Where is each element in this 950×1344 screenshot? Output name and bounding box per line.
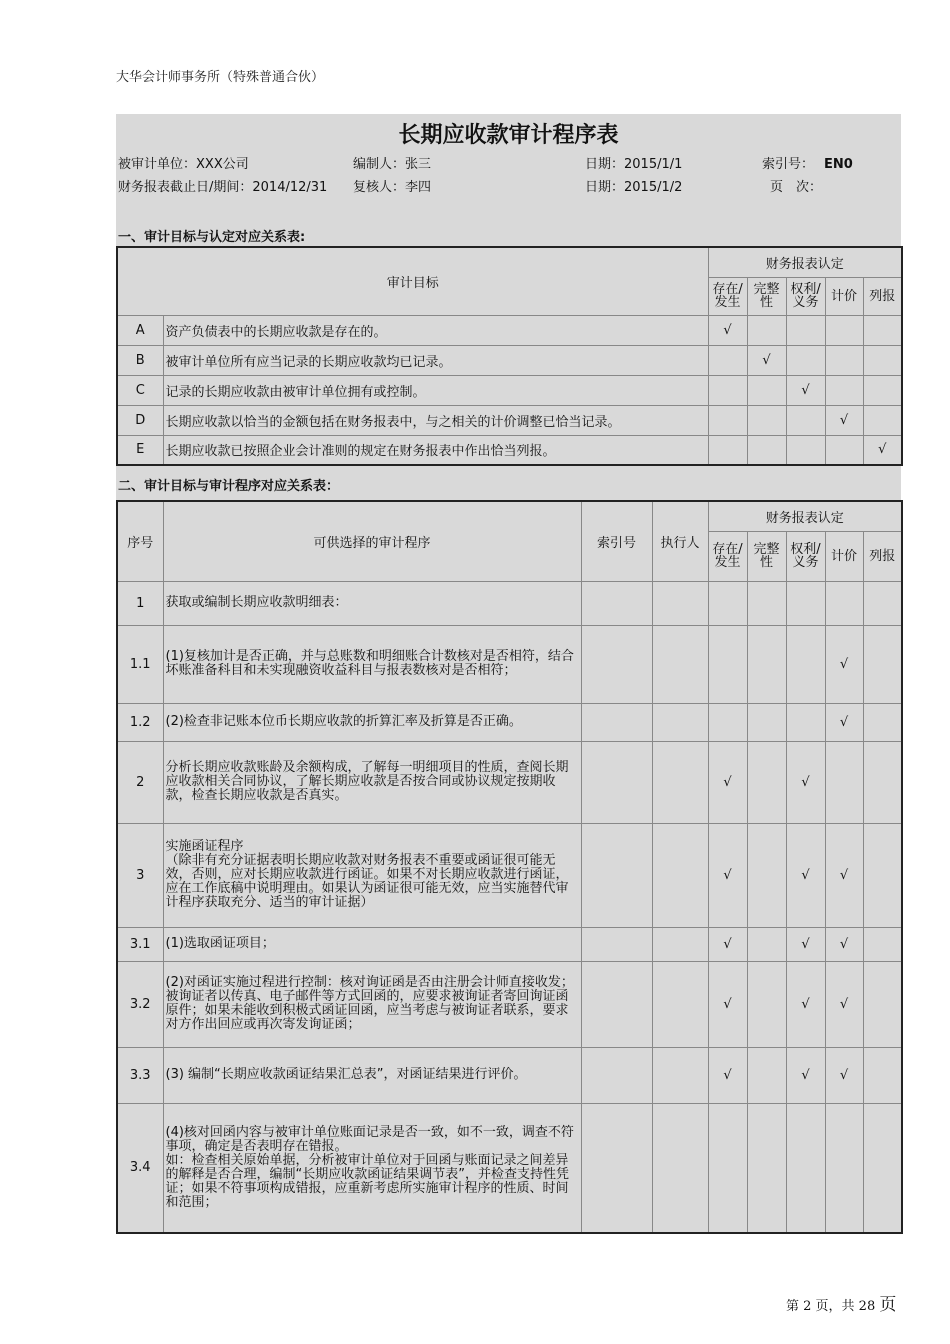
col-header-index: 索引号 [581,501,652,581]
table-row [117,741,902,823]
check-mark: √ [708,961,747,1047]
check-mark: √ [708,1047,747,1103]
procedure-index-cell [581,625,652,703]
table-row [117,703,902,741]
check-mark [747,927,786,961]
procedure-text: (2)检查非记账本位币长期应收款的折算汇率及折算是否正确。 [163,703,581,741]
table-row [117,625,902,703]
check-mark [747,961,786,1047]
check-mark [863,315,902,345]
procedure-index-cell [581,927,652,961]
check-mark [747,1047,786,1103]
procedure-executor-cell [652,581,708,625]
procedure-index-cell [581,961,652,1047]
check-mark [747,581,786,625]
procedure-index-cell [581,741,652,823]
procedure-text: (1)复核加计是否正确，并与总账数和明细账合计数核对是否相符，结合坏账准备科目和未实现融资收益科目与报表数核对是否相符； [163,625,581,703]
index-field: 索引号： EN0 [762,157,853,172]
check-mark [786,581,825,625]
check-mark: √ [786,375,825,405]
check-mark [825,375,863,405]
check-mark: √ [708,927,747,961]
procedure-text: (2)对函证实施过程进行控制：核对询证函是否由注册会计师直接收发；被询证者以传真、电子邮件等方式回函的，应要求被询证者寄回询证函原件；如果未能收到积极式函证回函，应当考虑与被询证者联系，要求对方作出回应或再次寄发询证函； [163,961,581,1047]
check-mark [708,405,747,435]
assertion-presentation: 列报 [863,277,902,315]
procedure-index-cell [581,1047,652,1103]
check-mark [747,703,786,741]
check-mark [708,345,747,375]
check-mark: √ [786,927,825,961]
check-mark [747,625,786,703]
table-row [117,375,902,405]
assertion-header: 财务报表认定 [708,247,902,277]
procedure-executor-cell [652,741,708,823]
table-row [117,581,902,625]
check-mark [863,961,902,1047]
check-mark [747,435,786,465]
procedure-executor-cell [652,703,708,741]
check-mark [825,581,863,625]
table-row [117,315,902,345]
procedure-text: 实施函证程序 （除非有充分证据表明长期应收款对财务报表不重要或函证很可能无效，否则，应对长期应收款进行函证。如果不对长期应收款进行函证，应在工作底稿中说明理由。如果认为函证很可能无效，应当实施替代审计程序获取充分、适当的审计证据） [163,823,581,927]
procedure-index-cell [581,703,652,741]
section1-title: 一、审计目标与认定对应关系表: [118,230,306,245]
table-row [117,405,902,435]
check-mark [747,315,786,345]
check-mark [708,1103,747,1233]
check-mark: √ [786,823,825,927]
check-mark: √ [825,703,863,741]
procedure-assertion-table [116,500,903,1234]
objective-text: 长期应收款已按照企业会计准则的规定在财务报表中作出恰当列报。 [163,435,708,465]
check-mark [786,625,825,703]
check-mark: √ [825,927,863,961]
check-mark [747,1103,786,1233]
col-header-procedure: 可供选择的审计程序 [163,501,581,581]
check-mark [708,375,747,405]
check-mark [747,405,786,435]
procedure-no: 3.1 [117,927,163,961]
procedure-executor-cell [652,823,708,927]
check-mark [786,435,825,465]
check-mark [747,823,786,927]
objective-text: 资产负债表中的长期应收款是存在的。 [163,315,708,345]
check-mark: √ [825,1047,863,1103]
check-mark [786,345,825,375]
procedure-no: 3.3 [117,1047,163,1103]
objective-text: 长期应收款以恰当的金额包括在财务报表中，与之相关的计价调整已恰当记录。 [163,405,708,435]
procedure-executor-cell [652,927,708,961]
objective-code: B [117,345,163,375]
check-mark [863,625,902,703]
objective-text: 记录的长期应收款由被审计单位拥有或控制。 [163,375,708,405]
check-mark: √ [786,961,825,1047]
check-mark [863,405,902,435]
check-mark [708,581,747,625]
table-row [117,1103,902,1233]
period-field: 财务报表截止日/期间：2014/12/31 [118,180,328,195]
objective-header: 审计目标 [117,247,708,315]
col-header-executor: 执行人 [652,501,708,581]
table-row [117,961,902,1047]
page-footer: 第 2 页，共 28 页 [786,1295,897,1315]
objective-code: C [117,375,163,405]
check-mark: √ [708,823,747,927]
check-mark: √ [825,625,863,703]
page-title: 长期应收款审计程序表 [398,123,619,148]
procedure-no: 3.4 [117,1103,163,1233]
check-mark [863,927,902,961]
preparer-field: 编制人：张三 [353,157,432,172]
check-mark [863,703,902,741]
check-mark [825,741,863,823]
client-field: 被审计单位：XXX公司 [118,157,249,172]
procedure-executor-cell [652,1103,708,1233]
procedure-text: (3) 编制“长期应收款函证结果汇总表”，对函证结果进行评价。 [163,1047,581,1103]
col-header-no: 序号 [117,501,163,581]
procedure-index-cell [581,823,652,927]
procedure-no: 1.1 [117,625,163,703]
assertion-rights: 权利/义务 [786,277,825,315]
date1-field: 日期：2015/1/1 [585,157,683,172]
procedure-no: 3.2 [117,961,163,1047]
procedure-no: 1.2 [117,703,163,741]
check-mark [863,1103,902,1233]
check-mark [786,405,825,435]
check-mark: √ [863,435,902,465]
page-number-field: 页 次： [770,180,823,195]
objective-assertion-table [116,246,903,466]
check-mark: √ [786,741,825,823]
check-mark [863,1047,902,1103]
procedure-text: (4)核对回函内容与被审计单位账面记录是否一致，如不一致，调查不符事项，确定是否表明存在错报。 如：检查相关原始单据，分析被审计单位对于回函与账面记录之间差异的解释是否合理，编制“长期应收款函证结果调节表”，并检查支持性凭证；如果不符事项构成错报，应重新考虑所实施审计程序的性质、时间和范围； [163,1103,581,1233]
assertion-completeness: 完整性 [747,531,786,581]
check-mark: √ [825,961,863,1047]
assertion-rights: 权利/义务 [786,531,825,581]
check-mark [747,741,786,823]
procedure-text: (1)选取函证项目； [163,927,581,961]
date2-field: 日期：2015/1/2 [585,180,683,195]
check-mark [708,625,747,703]
procedure-executor-cell [652,625,708,703]
table-row [117,823,902,927]
check-mark [786,315,825,345]
table-row [117,927,902,961]
check-mark [825,1103,863,1233]
check-mark [825,435,863,465]
check-mark [863,823,902,927]
assertion-completeness: 完整性 [747,277,786,315]
objective-code: D [117,405,163,435]
assertion-existence: 存在/发生 [708,277,747,315]
procedure-no: 2 [117,741,163,823]
check-mark [786,703,825,741]
procedure-index-cell [581,1103,652,1233]
procedure-executor-cell [652,961,708,1047]
check-mark [863,741,902,823]
check-mark: √ [708,741,747,823]
check-mark [863,581,902,625]
check-mark [747,375,786,405]
check-mark [863,375,902,405]
procedure-text: 分析长期应收款账龄及余额构成，了解每一明细项目的性质，查阅长期应收款相关合同协议，了解长期应收款是否按合同或协议规定按期收款，检查长期应收款是否真实。 [163,741,581,823]
check-mark [825,345,863,375]
section2-title: 二、审计目标与审计程序对应关系表： [118,479,340,494]
objective-text: 被审计单位所有应当记录的长期应收款均已记录。 [163,345,708,375]
procedure-no: 3 [117,823,163,927]
check-mark: √ [708,315,747,345]
check-mark: √ [786,1047,825,1103]
objective-code: E [117,435,163,465]
reviewer-field: 复核人：李四 [353,180,432,195]
check-mark: √ [825,405,863,435]
check-mark [708,703,747,741]
check-mark: √ [747,345,786,375]
assertion-valuation: 计价 [825,277,863,315]
check-mark [825,315,863,345]
assertion-header: 财务报表认定 [708,501,902,531]
firm-name: 大华会计师事务所（特殊普通合伙） [116,70,325,85]
procedure-executor-cell [652,1047,708,1103]
table-row [117,1047,902,1103]
table-row [117,435,902,465]
procedure-no: 1 [117,581,163,625]
procedure-index-cell [581,581,652,625]
check-mark [708,435,747,465]
check-mark: √ [825,823,863,927]
table-row [117,345,902,375]
check-mark [863,345,902,375]
assertion-existence: 存在/发生 [708,531,747,581]
check-mark [786,1103,825,1233]
assertion-valuation: 计价 [825,531,863,581]
objective-code: A [117,315,163,345]
assertion-presentation: 列报 [863,531,902,581]
procedure-text: 获取或编制长期应收款明细表： [163,581,581,625]
